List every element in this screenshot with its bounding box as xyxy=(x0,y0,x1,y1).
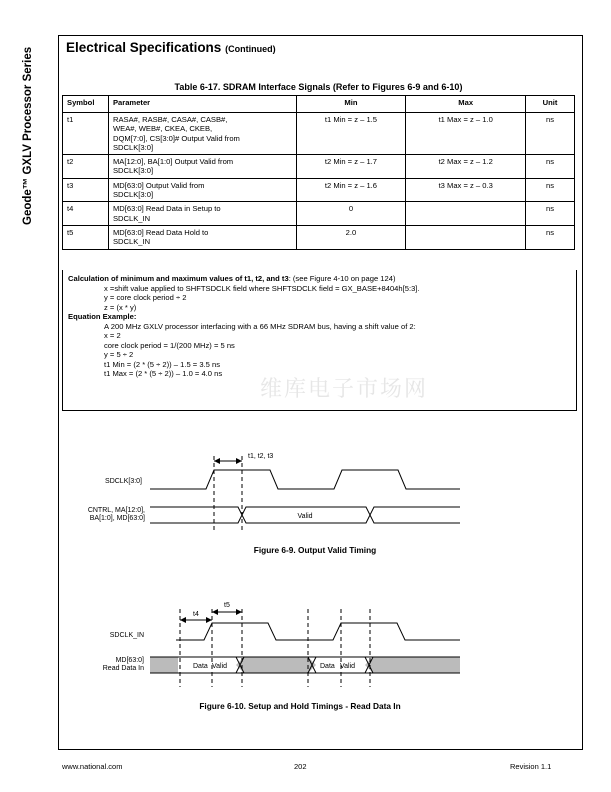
cell-parameter xyxy=(108,202,296,226)
example-line: core clock period = 1/(200 MHz) = 5 ns xyxy=(104,340,235,350)
param-line: SDCLK[3:0] xyxy=(112,142,154,152)
param-line: MD[63:0] Read Data Hold to xyxy=(112,227,209,237)
header-parameter: Parameter xyxy=(108,96,296,113)
fig2-t5-arrowhead xyxy=(212,609,218,615)
cell-max xyxy=(406,225,526,249)
fig1-clock-wave xyxy=(150,470,460,489)
example-line: x = 2 xyxy=(104,331,121,340)
param-line: RASA#, RASB#, CASA#, CASB#, xyxy=(112,115,228,124)
header-unit: Unit xyxy=(526,96,575,113)
table-header-row xyxy=(63,96,575,113)
cell-min: t2 Min = z – 1.6 xyxy=(296,178,406,202)
fig2-caption: Figure 6-10. Setup and Hold Timings - Read Data In xyxy=(199,701,401,711)
param-line: DQM[7:0], CS[3:0]# Output Valid from xyxy=(112,133,240,143)
calc-line: z = (x * y) xyxy=(104,302,137,312)
section-title-text: Electrical Specifications xyxy=(66,40,222,55)
cell-symbol: t5 xyxy=(63,225,109,249)
cell-parameter xyxy=(108,113,296,155)
cell-parameter xyxy=(108,225,296,249)
cell-symbol: t1 xyxy=(63,113,109,155)
fig1-caption: Figure 6-9. Output Valid Timing xyxy=(253,545,377,555)
header-max: Max xyxy=(406,96,526,113)
footer-site: www.national.com xyxy=(62,762,123,771)
fig2-data-text: Data xyxy=(193,663,208,670)
cell-min: t2 Min = z – 1.7 xyxy=(296,155,406,179)
cell-parameter xyxy=(108,155,296,179)
fig1-valid-label: Valid xyxy=(297,513,313,520)
fig2-invalid-region xyxy=(365,657,460,673)
fig2-data-text: Data xyxy=(320,663,335,670)
param-line: MD[63:0] Read Data in Setup to xyxy=(112,204,221,214)
fig2-valid-text: Valid xyxy=(340,663,356,670)
cell-max: t2 Max = z – 1.2 xyxy=(406,155,526,179)
fig1-timing-label: t1, t2, t3 xyxy=(248,453,274,460)
calc-line: y = core clock period ÷ 2 xyxy=(104,293,187,302)
calc-heading xyxy=(68,274,571,284)
param-line: SDCLK[3:0] xyxy=(112,166,154,176)
footer-page-number: 202 xyxy=(294,762,307,771)
cell-unit: ns xyxy=(526,113,575,155)
section-continued: (Continued) xyxy=(225,44,276,54)
fig2-data-label-line: MD[63:0] xyxy=(115,657,144,664)
footer-revision: Revision 1.1 xyxy=(510,762,552,771)
fig2-timing-diagram xyxy=(0,595,611,695)
header-symbol: Symbol xyxy=(63,96,109,113)
fig2-clk-label: SDCLK_IN xyxy=(109,632,144,639)
fig1-clk-label: SDCLK[3:0] xyxy=(105,478,142,485)
fig1-arrowhead-left xyxy=(214,458,220,464)
cell-unit: ns xyxy=(526,225,575,249)
fig2-clock-wave xyxy=(176,623,460,640)
fig1-arrowhead-right xyxy=(236,458,242,464)
table-row xyxy=(63,178,575,202)
calc-line: x =shift value applied to SHFTSDCLK field where SHFTSDCLK field = GX_BASE+8404h[5:3]. xyxy=(104,283,420,293)
fig2-invalid-region xyxy=(236,657,316,673)
table-row xyxy=(63,202,575,226)
example-line: A 200 MHz GXLV processor interfacing with a 66 MHz SDRAM bus, having a shift value of 2: xyxy=(104,321,416,331)
example-line: t1 Min = (2 * (5 ÷ 2)) – 1.5 = 3.5 ns xyxy=(104,359,221,369)
calc-heading-bold: Calculation of minimum and maximum values of t1, t2, and t3 xyxy=(68,274,289,283)
cell-max: t3 Max = z – 0.3 xyxy=(406,178,526,202)
fig1-bus-label-line: BA[1:0], MD[63:0] xyxy=(89,515,145,522)
cell-min: t1 Min = z – 1.5 xyxy=(296,113,406,155)
param-line: MA[12:0], BA[1:0] Output Valid from xyxy=(112,157,234,167)
param-line: SDCLK_IN xyxy=(112,213,151,223)
fig2-invalid-region xyxy=(150,657,178,673)
example-line: t1 Max = (2 * (5 ÷ 2)) – 1.0 = 4.0 ns xyxy=(104,369,223,378)
fig1-timing-diagram xyxy=(0,440,611,540)
sdram-signals-table xyxy=(62,95,575,250)
fig2-t5-arrowhead xyxy=(236,609,242,615)
cell-min: 0 xyxy=(296,202,406,226)
cell-unit: ns xyxy=(526,178,575,202)
cell-unit: ns xyxy=(526,202,575,226)
table-row xyxy=(63,113,575,155)
param-line: WEA#, WEB#, CKEA, CKEB, xyxy=(112,124,213,134)
cell-symbol: t3 xyxy=(63,178,109,202)
section-title xyxy=(66,40,276,55)
param-line: SDCLK_IN xyxy=(112,237,151,247)
example-heading: Equation Example: xyxy=(68,312,137,321)
watermark: 维库电子市场网 xyxy=(260,377,429,402)
calc-heading-rest: : (see Figure 4-10 on page 124) xyxy=(288,274,396,283)
param-line: MD[63:0] Output Valid from xyxy=(112,180,205,190)
fig2-t4-arrowhead xyxy=(180,617,186,623)
cell-symbol: t2 xyxy=(63,155,109,179)
cell-max: t1 Max = z – 1.0 xyxy=(406,113,526,155)
cell-max xyxy=(406,202,526,226)
param-line: SDCLK[3:0] xyxy=(112,190,154,200)
frame-bottom-rule xyxy=(58,749,582,750)
fig2-valid-text: Valid xyxy=(212,663,228,670)
cell-unit: ns xyxy=(526,155,575,179)
fig2-data-label-line: Read Data In xyxy=(102,665,144,672)
side-title xyxy=(18,40,40,225)
fig2-t4-label: t4 xyxy=(193,611,199,618)
cell-parameter xyxy=(108,178,296,202)
table-row xyxy=(63,155,575,179)
cell-symbol: t4 xyxy=(63,202,109,226)
table-row xyxy=(63,225,575,249)
example-line: y = 5 ÷ 2 xyxy=(104,350,134,359)
fig2-t5-label: t5 xyxy=(224,602,230,609)
cell-min: 2.0 xyxy=(296,225,406,249)
table-caption: Table 6-17. SDRAM Interface Signals (Refer to Figures 6-9 and 6-10) xyxy=(174,82,463,92)
side-title-text: Geode™ GXLV Processor Series xyxy=(22,46,34,225)
fig1-bus-label-line: CNTRL, MA[12:0], xyxy=(87,507,145,514)
header-min: Min xyxy=(296,96,406,113)
fig2-t4-arrowhead xyxy=(206,617,212,623)
